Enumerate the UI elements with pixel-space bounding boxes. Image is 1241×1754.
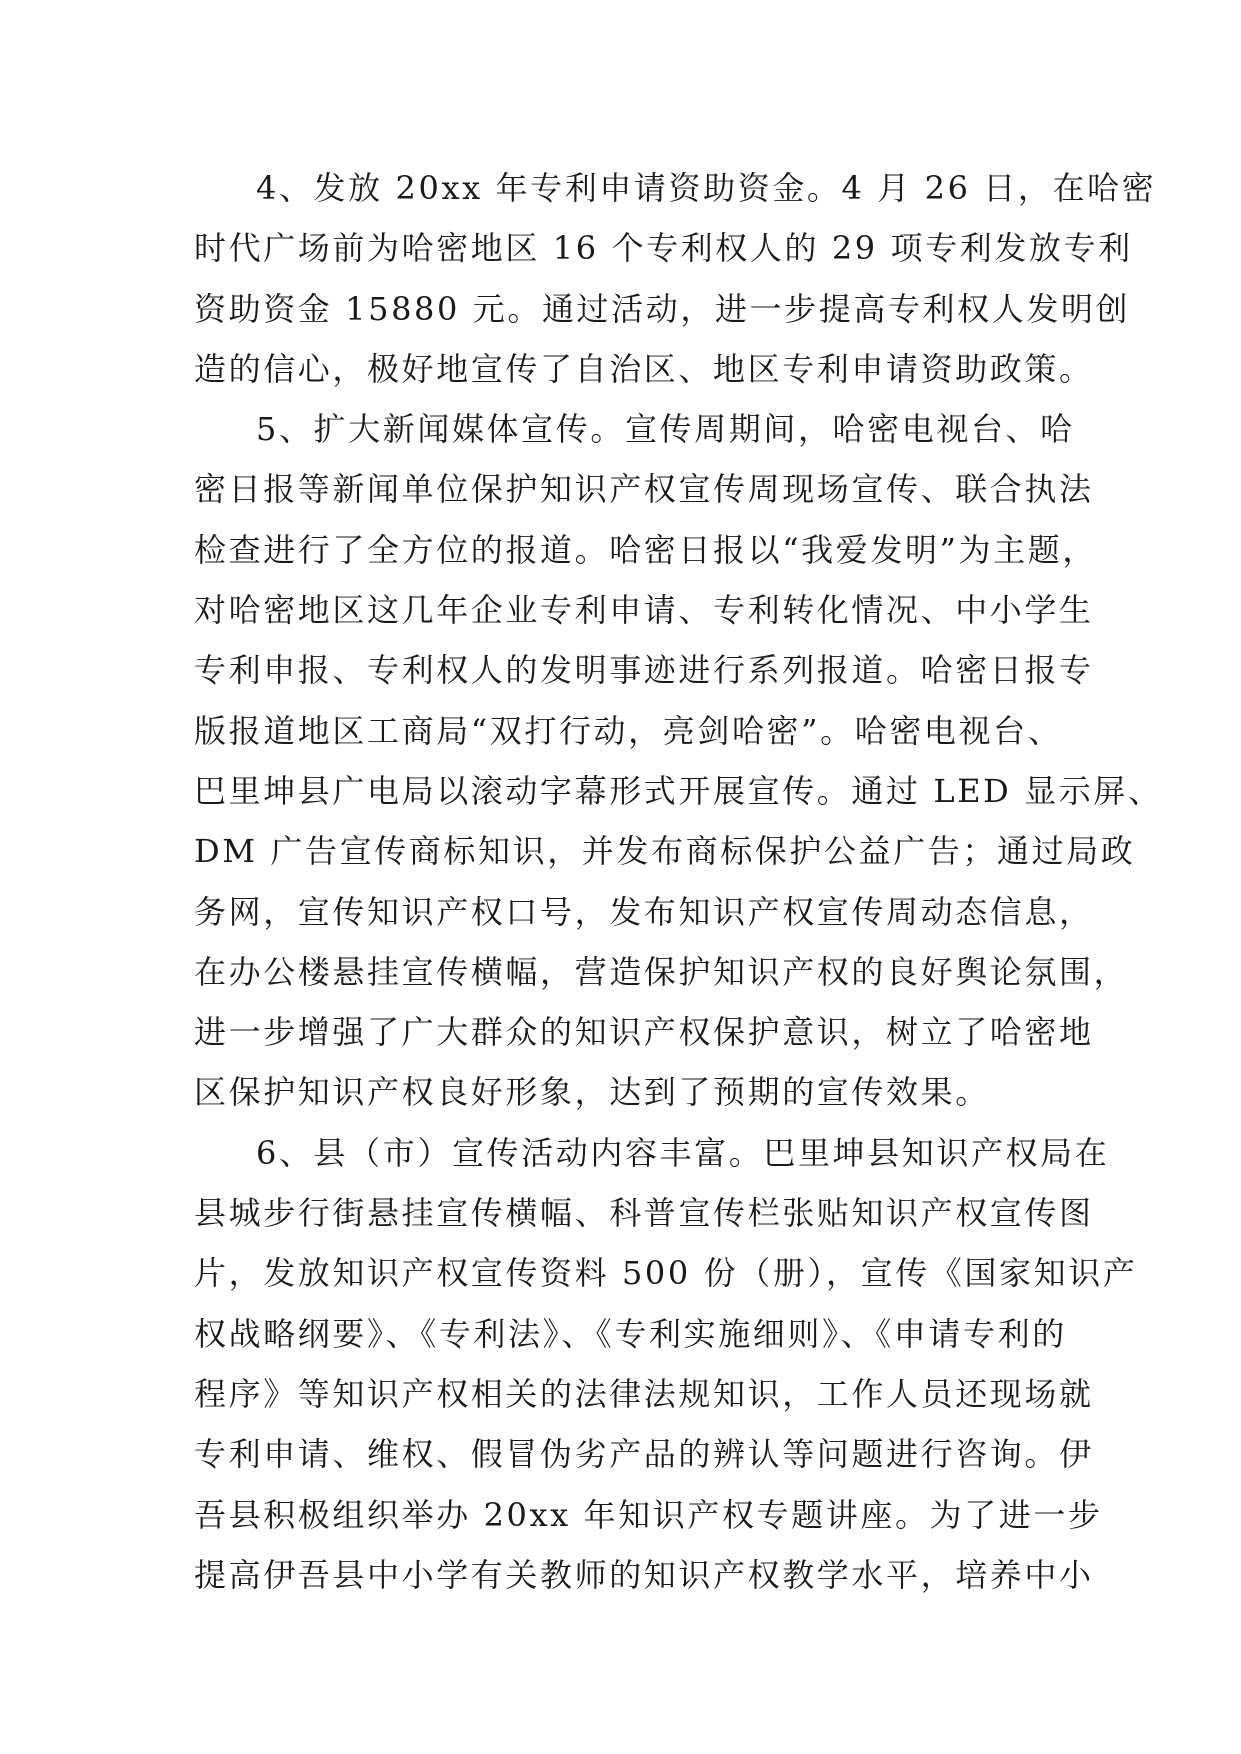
paragraph-5-line-12: 区保护知识产权良好形象，达到了预期的宣传效果。 xyxy=(194,1073,990,1112)
paragraph-5-line-6: 版报道地区工商局“双打行动，亮剑哈密”。哈密电视台、 xyxy=(194,711,1063,750)
paragraph-6-line-8: 提高伊吾县中小学有关教师的知识产权教学水平，培养中小 xyxy=(194,1555,1094,1594)
paragraph-6-line-5: 程序》等知识产权相关的法律法规知识，工作人员还现场就 xyxy=(194,1374,1094,1413)
paragraph-4-line-1: 4、发放 20xx 年专利申请资助资金。4 月 26 日，在哈密 xyxy=(256,169,1157,207)
paragraph-5-line-4: 对哈密地区这几年企业专利申请、专利转化情况、中小学生 xyxy=(194,591,1094,630)
paragraph-5-line-5: 专利申报、专利权人的发明事迹进行系列报道。哈密日报专 xyxy=(194,651,1094,690)
body-text xyxy=(194,158,1163,1605)
paragraph-6-line-7: 吾县积极组织举办 20xx 年知识产权专题讲座。为了进一步 xyxy=(194,1495,1103,1534)
paragraph-6-line-3: 片，发放知识产权宣传资料 500 份（册），宣传《国家知识产 xyxy=(194,1254,1138,1293)
paragraph-4-line-2: 时代广场前为哈密地区 16 个专利权人的 29 项专利发放专利 xyxy=(194,229,1133,268)
paragraph-5-line-7: 巴里坤县广电局以滚动字幕形式开展宣传。通过 LED 显示屏、 xyxy=(194,771,1163,810)
paragraph-6-line-6: 专利申请、维权、假冒伪劣产品的辨认等问题进行咨询。伊 xyxy=(194,1435,1094,1474)
paragraph-6-line-4: 权战略纲要》、《专利法》、《专利实施细则》、《申请专利的 xyxy=(194,1314,1067,1353)
paragraph-6-line-1: 6、县（市）宣传活动内容丰富。巴里坤县知识产权局在 xyxy=(256,1133,1110,1172)
paragraph-6-line-2: 县城步行街悬挂宣传横幅、科普宣传栏张贴知识产权宣传图 xyxy=(194,1194,1094,1233)
paragraph-5-line-1: 5、扩大新闻媒体宣传。宣传周期间，哈密电视台、哈 xyxy=(256,410,1075,449)
paragraph-5-line-3: 检查进行了全方位的报道。哈密日报以“我爱发明”为主题， xyxy=(194,530,1097,569)
paragraph-5-line-2: 密日报等新闻单位保护知识产权宣传周现场宣传、联合执法 xyxy=(194,470,1094,509)
paragraph-4-line-3: 资助资金 15880 元。通过活动，进一步提高专利权人发明创 xyxy=(194,289,1131,328)
paragraph-5-line-8: DM 广告宣传商标知识，并发布商标保护公益广告；通过局政 xyxy=(194,832,1136,871)
paragraph-5-line-9: 务网，宣传知识产权口号，发布知识产权宣传周动态信息， xyxy=(194,892,1094,931)
paragraph-4-line-4: 造的信心，极好地宣传了自治区、地区专利申请资助政策。 xyxy=(194,349,1094,388)
paragraph-5-line-11: 进一步增强了广大群众的知识产权保护意识，树立了哈密地 xyxy=(194,1013,1094,1052)
paragraph-5-line-10: 在办公楼悬挂宣传横幅，营造保护知识产权的良好舆论氛围， xyxy=(194,952,1129,991)
